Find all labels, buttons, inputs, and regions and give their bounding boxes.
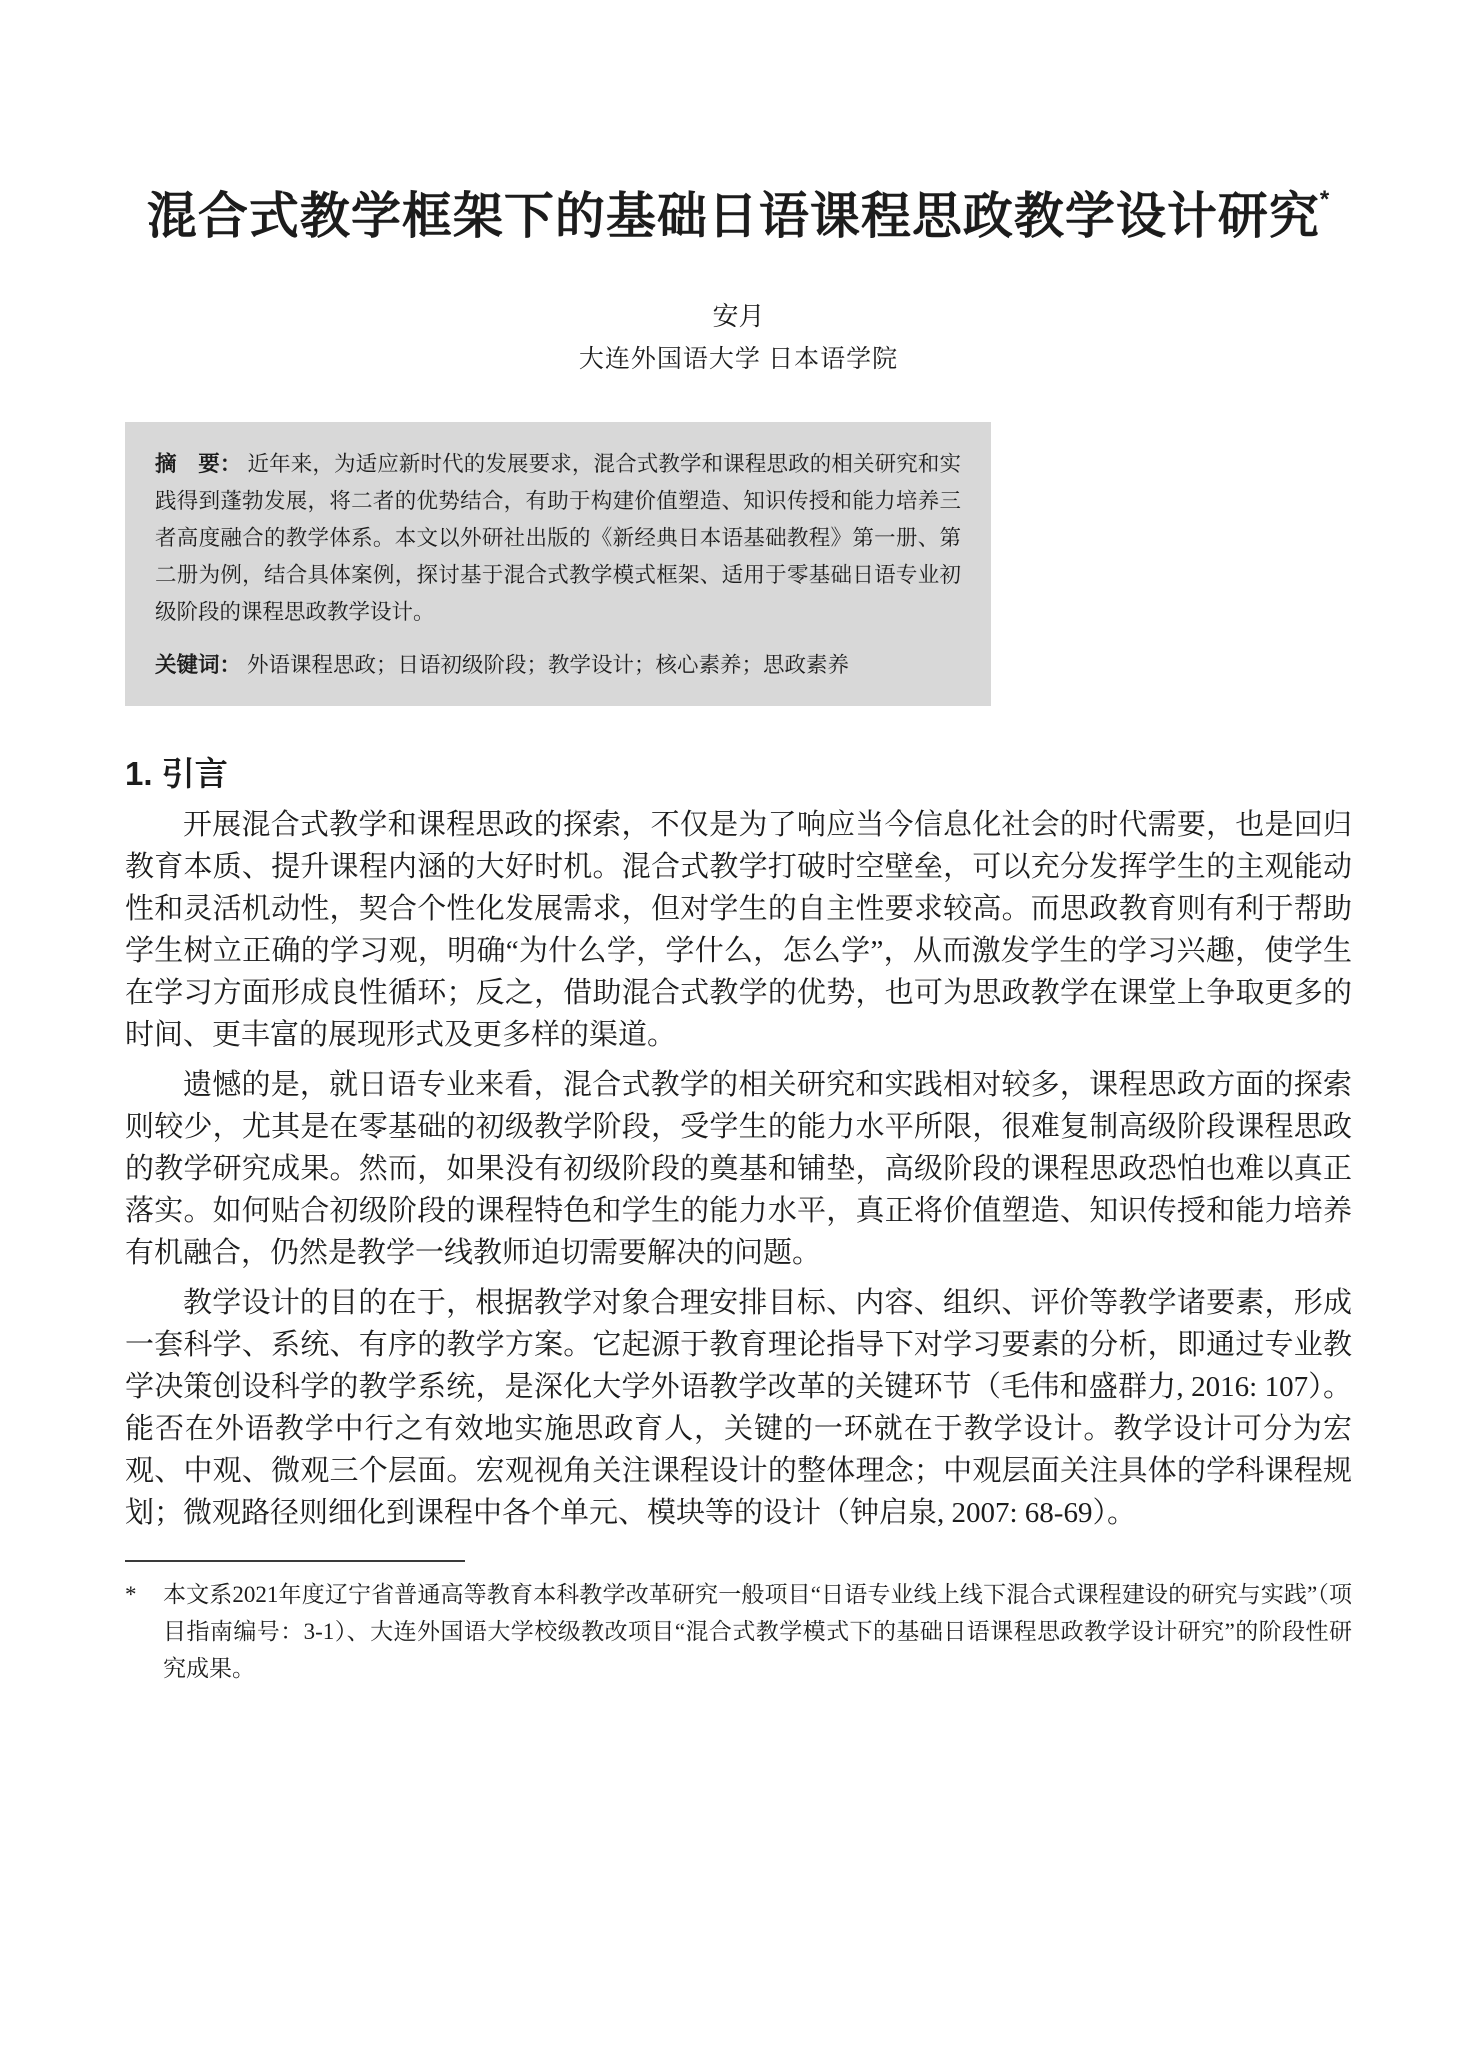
footnote-divider (125, 1560, 465, 1562)
section-heading-introduction: 1. 引言 (125, 755, 228, 792)
abstract-text: 近年来，为适应新时代的发展要求，混合式教学和课程思政的相关研究和实践得到蓬勃发展，将二者的优势结合，有助于构建价值塑造、知识传授和能力培养三者高度融合的教学体系。本文以外研社出版的《新经典日本语基础教程》第一册、第二册为例，结合具体案例，探讨基于混合式教学模式框架、适用于零基础日语专业初级阶段的课程思政教学设计。 (155, 452, 961, 624)
paper-title-text: 混合式教学框架下的基础日语课程思政教学设计研究 (146, 188, 1320, 244)
keywords-text: 外语课程思政；日语初级阶段；教学设计；核心素养；思政素养 (247, 653, 850, 677)
paper-title (125, 168, 1352, 248)
abstract-label: 摘 要： (155, 452, 242, 476)
abstract-paragraph (155, 446, 961, 631)
author-affiliation: 大连外国语大学 日本语学院 (578, 346, 899, 373)
abstract-box (125, 422, 991, 706)
keywords-label: 关键词： (155, 653, 242, 677)
keywords-line (155, 647, 961, 684)
body-paragraph-2: 遗憾的是，就日语专业来看，混合式教学的相关研究和实践相对较多，课程思政方面的探索则较少，尤其是在零基础的初级教学阶段，受学生的能力水平所限，很难复制高级阶段课程思政的教学研究成果。然而，如果没有初级阶段的奠基和铺垫，高级阶段的课程思政恐怕也难以真正落实。如何贴合初级阶段的课程特色和学生的能力水平，真正将价值塑造、知识传授和能力培养有机融合，仍然是教学一线教师迫切需要解决的问题。 (125, 1069, 1352, 1269)
author-name: 安月 (712, 302, 765, 331)
footnote-text: 本文系2021年度辽宁省普通高等教育本科教学改革研究一般项目“日语专业线上线下混合式课程建设的研究与实践”（项目指南编号：3-1）、大连外国语大学校级教改项目“混合式教学模式下的基础日语课程思政教学设计研究”的阶段性研究成果。 (163, 1582, 1352, 1681)
footnote-area (125, 1560, 1352, 1687)
body-paragraph-1: 开展混合式教学和课程思政的探索，不仅是为了响应当今信息化社会的时代需要，也是回归教育本质、提升课程内涵的大好时机。混合式教学打破时空壁垒，可以充分发挥学生的主观能动性和灵活机动性，契合个性化发展需求，但对学生的自主性要求较高。而思政教育则有利于帮助学生树立正确的学习观，明确“为什么学，学什么，怎么学”，从而激发学生的学习兴趣，使学生在学习方面形成良性循环；反之，借助混合式教学的优势，也可为思政教学在课堂上争取更多的时间、更丰富的展现形式及更多样的渠道。 (125, 809, 1352, 1051)
body-paragraph-3: 教学设计的目的在于，根据教学对象合理安排目标、内容、组织、评价等教学诸要素，形成一套科学、系统、有序的教学方案。它起源于教育理论指导下对学习要素的分析，即通过专业教学决策创设科学的教学系统，是深化大学外语教学改革的关键环节（毛伟和盛群力, 2016: 107）。能否在外语教学中行之有效地实施思政育人，关键的一环就在于教学设计。教学设计可分为宏观、中观、微观三个层面。宏观视角关注课程设计的整体理念；中观层面关注具体的学科课程规划；微观路径则细化到课程中各个单元、模块等的设计（钟启泉, 2007: 68-69）。 (125, 1287, 1352, 1529)
title-footnote-marker: * (1319, 186, 1331, 213)
footnote-marker: * (125, 1582, 137, 1607)
footnote (125, 1576, 1352, 1687)
